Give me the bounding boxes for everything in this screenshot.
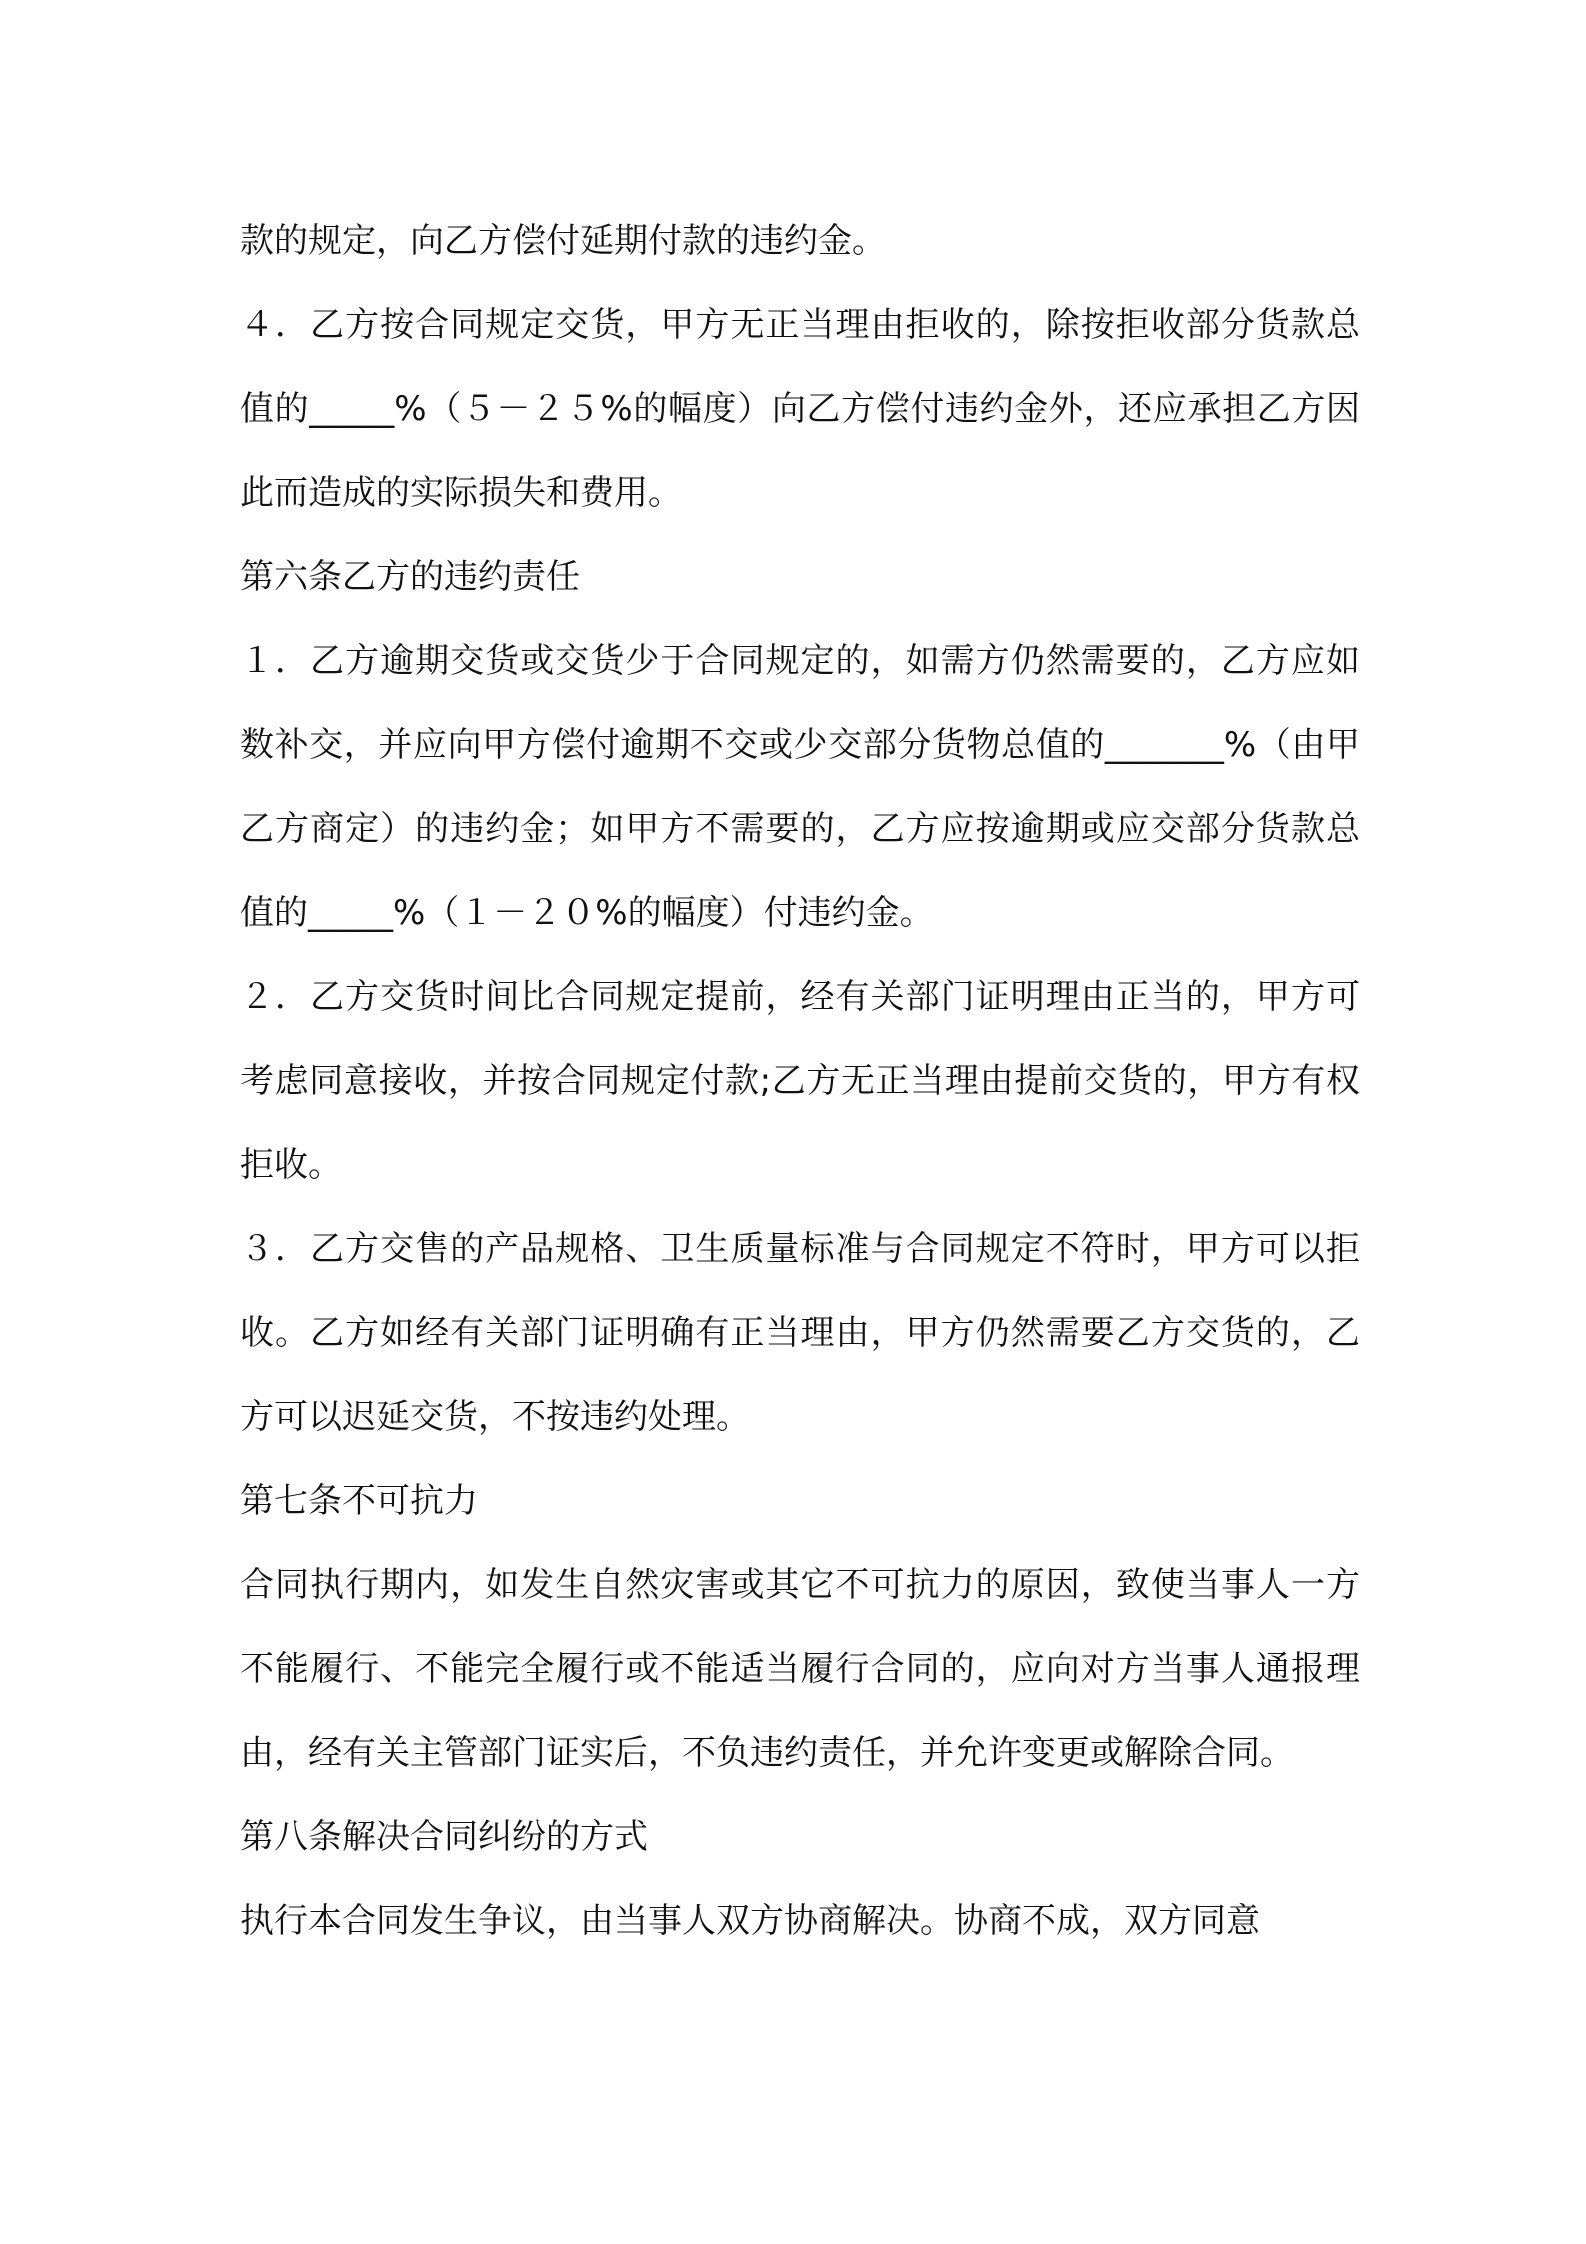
paragraph-dispute-resolution: 执行本合同发生争议，由当事人双方协商解决。协商不成，双方同意 <box>240 1901 1260 1941</box>
paragraph-clause-1-late-delivery: １．乙方逾期交货或交货少于合同规定的，如需方仍然需要的，乙方应如数补交，并应向甲方偿付逾期不交或少交部分货物总值的_______%（由甲乙方商定）的违约金；如甲方不需要的，乙方应按逾期或应交部分货款总值的_____%（１－２０%的幅度）付违约金。 <box>240 641 1360 933</box>
heading-article-6: 第六条乙方的违约责任 <box>240 557 580 597</box>
paragraph-late-payment-penalty: 款的规定，向乙方偿付延期付款的违约金。 <box>240 221 886 261</box>
paragraph-clause-3-nonconforming: ３．乙方交售的产品规格、卫生质量标准与合同规定不符时，甲方可以拒收。乙方如经有关部门证明确有正当理由，甲方仍然需要乙方交货的，乙方可以迟延交货，不按违约处理。 <box>240 1229 1360 1437</box>
paragraph-clause-4-refusal: ４．乙方按合同规定交货，甲方无正当理由拒收的，除按拒收部分货款总值的_____%（５－２５%的幅度）向乙方偿付违约金外，还应承担乙方因此而造成的实际损失和费用。 <box>240 305 1360 513</box>
heading-article-8: 第八条解决合同纠纷的方式 <box>240 1817 648 1857</box>
paragraph-force-majeure: 合同执行期内，如发生自然灾害或其它不可抗力的原因，致使当事人一方不能履行、不能完全履行或不能适当履行合同的，应向对方当事人通报理由，经有关主管部门证实后，不负违约责任，并允许变更或解除合同。 <box>240 1565 1360 1773</box>
document-body <box>240 199 1360 1963</box>
paragraph-clause-2-early-delivery: ２．乙方交货时间比合同规定提前，经有关部门证明理由正当的，甲方可考虑同意接收，并按合同规定付款;乙方无正当理由提前交货的，甲方有权拒收。 <box>240 977 1360 1185</box>
heading-article-7: 第七条不可抗力 <box>240 1481 478 1521</box>
